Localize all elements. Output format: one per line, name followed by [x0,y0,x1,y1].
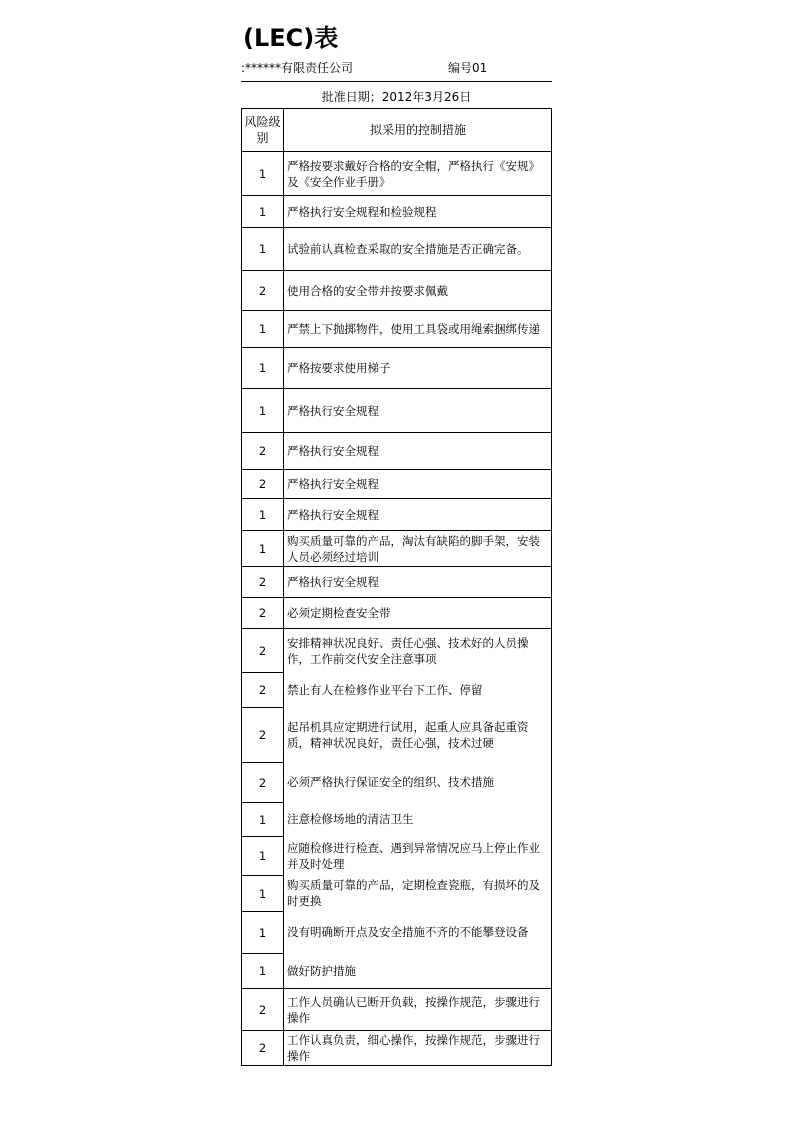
control-measure: 严格执行安全规程和检验规程 [284,195,552,227]
control-measure: 工作人员确认已断开负载，按操作规范，步骤进行操作 [284,988,552,1030]
risk-level: 1 [241,347,284,388]
control-measure: 严格执行安全规程 [284,566,552,597]
risk-level: 2 [241,566,284,597]
control-measure: 没有明确断开点及安全措施不齐的不能攀登设备 [284,911,552,953]
risk-level: 2 [241,988,284,1030]
table-row [241,836,552,875]
table-row [241,151,552,195]
control-measure: 必须严格执行保证安全的组织、技术措施 [284,762,552,802]
table-row [241,347,552,388]
control-measure: 严禁上下抛掷物件，使用工具袋或用绳索捆绑传递 [284,310,552,347]
control-measure: 严格执行安全规程 [284,388,552,432]
table-row [241,195,552,227]
table-row [241,388,552,432]
table-row [241,953,552,988]
risk-level: 1 [241,836,284,875]
risk-level: 1 [241,310,284,347]
table-row [241,597,552,628]
table-row [241,762,552,802]
risk-level: 1 [241,802,284,836]
table-row [241,469,552,498]
risk-level: 1 [241,911,284,953]
table-row [241,530,552,566]
control-measure: 禁止有人在检修作业平台下工作、停留 [284,672,552,707]
control-measure: 严格执行安全规程 [284,432,552,469]
company-name: :******有限责任公司 [241,61,354,75]
control-measure: 购买质量可靠的产品，定期检查瓷瓶，有损坏的及时更换 [284,875,552,911]
risk-level: 1 [241,151,284,195]
table-row [241,310,552,347]
document-code: 编号01 [448,61,488,75]
control-measure: 试验前认真检查采取的安全措施是否正确完备。 [284,227,552,270]
risk-level: 1 [241,875,284,911]
table-row [241,802,552,836]
risk-level: 2 [241,707,284,762]
control-measure: 严格执行安全规程 [284,469,552,498]
table-row [241,911,552,953]
table-row [241,498,552,530]
control-measure: 严格按要求戴好合格的安全帽，严格执行《安规》及《安全作业手册》 [284,151,552,195]
control-measure: 必须定期检查安全带 [284,597,552,628]
control-measure: 起吊机具应定期进行试用，起重人应具备起重资质，精神状况良好，责任心强，技术过硬 [284,707,552,762]
risk-level: 1 [241,530,284,566]
risk-level: 2 [241,672,284,707]
table-row [241,988,552,1030]
risk-level: 1 [241,227,284,270]
approval-date: 批准日期；2012年3月26日 [321,90,472,104]
table-header [241,108,552,151]
risk-level: 2 [241,762,284,802]
risk-level: 2 [241,597,284,628]
table-row [241,270,552,310]
risk-level: 1 [241,953,284,988]
control-measure: 注意检修场地的清洁卫生 [284,802,552,836]
risk-level: 2 [241,432,284,469]
control-measure: 严格执行安全规程 [284,498,552,530]
table-row [241,875,552,911]
control-measure: 购买质量可靠的产品，淘汰有缺陷的脚手架，安装人员必须经过培训 [284,530,552,566]
risk-level: 2 [241,1030,284,1065]
risk-level: 2 [241,469,284,498]
table-row [241,432,552,469]
risk-level: 2 [241,628,284,672]
risk-level: 1 [241,498,284,530]
control-measure: 做好防护措施 [284,953,552,988]
table-row [241,1030,552,1065]
table-row [241,707,552,762]
table-row [241,672,552,707]
control-measure: 工作认真负责，细心操作，按操作规范，步骤进行操作 [284,1030,552,1065]
divider [241,81,552,82]
control-measure: 使用合格的安全带并按要求佩戴 [284,270,552,310]
header-level: 风险级别 [241,108,284,151]
control-measure: 应随检修进行检查、遇到异常情况应马上停止作业并及时处理 [284,836,552,875]
risk-level: 1 [241,195,284,227]
table-row [241,628,552,672]
risk-level: 1 [241,388,284,432]
header-measures: 拟采用的控制措施 [284,108,552,151]
table-row [241,227,552,270]
control-measure: 安排精神状况良好、责任心强、技术好的人员操作，工作前交代安全注意事项 [284,628,552,672]
risk-level: 2 [241,270,284,310]
control-measure: 严格按要求使用梯子 [284,347,552,388]
table-row [241,566,552,597]
table-bottom-border [241,1065,552,1066]
document-title: (LEC)表 [243,24,339,52]
